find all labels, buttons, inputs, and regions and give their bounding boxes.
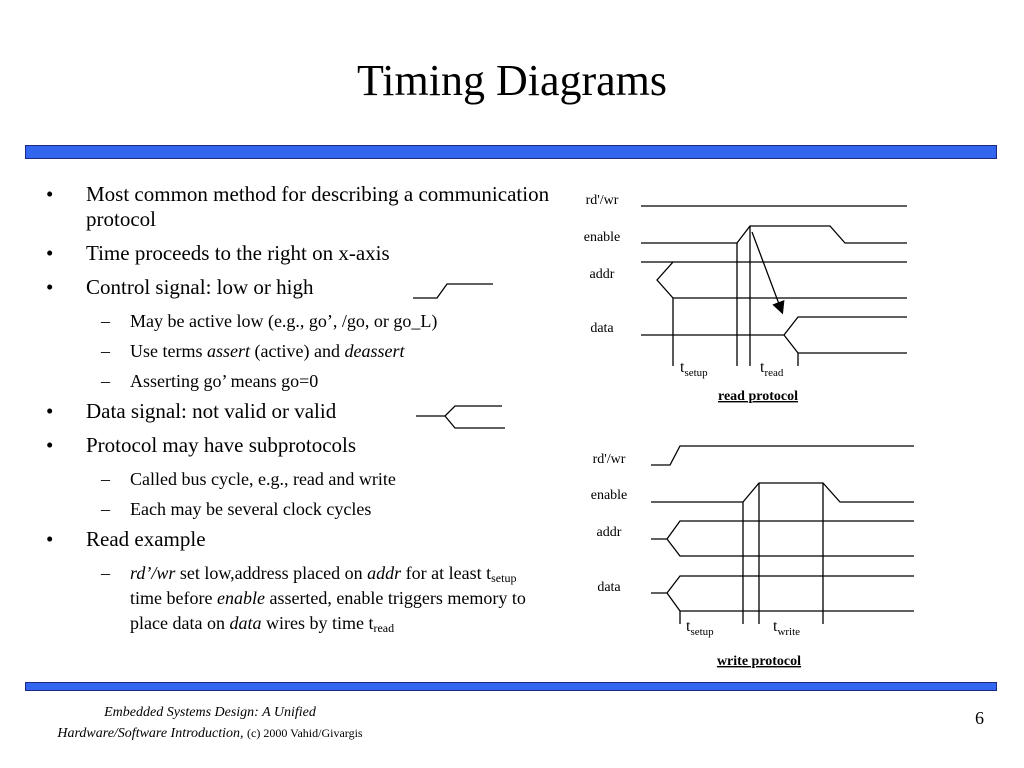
t-subscript: read xyxy=(764,367,784,379)
read-protocol-caption: read protocol xyxy=(718,389,798,404)
bullet-text: Protocol may have subprotocols xyxy=(86,433,357,457)
footer-line-1: Embedded Systems Design: A Unified xyxy=(104,705,316,720)
footer-book-title: Hardware/Software Introduction, xyxy=(57,726,244,741)
subscript-read: read xyxy=(373,621,395,635)
slide-title: Timing Diagrams xyxy=(356,56,668,105)
dash-icon: – xyxy=(101,311,110,331)
footer xyxy=(0,702,420,744)
t-subscript: setup xyxy=(690,626,714,638)
text-fragment: set low,address placed on xyxy=(175,563,368,583)
text-fragment: (active) and xyxy=(250,341,345,361)
dash-icon: – xyxy=(101,341,110,361)
write-twrite-bracket xyxy=(759,483,823,624)
read-signal-label: enable xyxy=(583,230,621,245)
bullet-text: Most common method for describing a communication protocol xyxy=(86,182,550,231)
footer-line-2 xyxy=(0,723,420,744)
dash-icon: – xyxy=(101,371,110,391)
sub-bullet-text: Called bus cycle, e.g., read and write xyxy=(130,469,396,489)
text-fragment: asserted, enable triggers memory to place data on xyxy=(130,588,526,633)
read-tsetup-label xyxy=(680,359,708,379)
text-fragment: Use terms xyxy=(130,341,207,361)
bullet-text: Data signal: not valid or valid xyxy=(86,399,337,423)
bottom-accent-bar xyxy=(25,682,997,691)
t-symbol: t xyxy=(760,359,765,376)
footer-copyright: (c) 2000 Vahid/Givargis xyxy=(247,726,363,740)
dash-icon: – xyxy=(101,499,110,519)
t-symbol: t xyxy=(686,618,691,635)
sub-bullet-text: May be active low (e.g., go’, /go, or go_L) xyxy=(130,311,438,331)
write-tsetup-label xyxy=(686,618,714,638)
bullet-icon: • xyxy=(46,182,54,206)
read-causality-arrow xyxy=(752,232,782,312)
control-signal-example xyxy=(413,284,493,298)
page-number: 6 xyxy=(975,708,984,728)
dash-icon: – xyxy=(101,469,110,489)
bullet-icon: • xyxy=(46,527,54,551)
write-signal-label: addr xyxy=(596,525,622,540)
write-enable-waveform xyxy=(651,483,914,502)
write-protocol-caption: write protocol xyxy=(716,654,802,669)
dash-icon: – xyxy=(101,563,110,583)
bullet-icon: • xyxy=(46,275,54,299)
emphasis-addr: addr xyxy=(367,563,402,583)
data-signal-example xyxy=(416,406,505,428)
write-addr-waveform xyxy=(651,521,914,556)
read-data-waveform xyxy=(641,317,907,353)
text-fragment: time before xyxy=(130,588,217,608)
write-data-waveform xyxy=(651,576,914,611)
read-signal-label: addr xyxy=(589,267,615,282)
text-fragment: wires by time t xyxy=(261,613,374,633)
bullet-text: Time proceeds to the right on x-axis xyxy=(86,241,390,265)
bullet-icon: • xyxy=(46,399,54,423)
read-signal-label: data xyxy=(590,321,614,336)
write-tsetup-bracket xyxy=(680,502,743,624)
write-signal-label: enable xyxy=(590,488,628,503)
bullet-text: Control signal: low or high xyxy=(86,275,314,299)
emphasis-rdwr: rd’/wr xyxy=(130,563,176,583)
sub-bullet-text: Asserting go’ means go=0 xyxy=(130,371,319,391)
text-fragment: for at least t xyxy=(401,563,492,583)
emphasis-assert: assert xyxy=(206,341,250,361)
write-twrite-label xyxy=(773,618,800,638)
write-signal-label: rd'/wr xyxy=(592,452,626,467)
t-symbol: t xyxy=(680,359,685,376)
t-symbol: t xyxy=(773,618,778,635)
emphasis-data: data xyxy=(229,613,262,633)
read-addr-waveform xyxy=(641,262,907,298)
t-subscript: setup xyxy=(684,367,708,379)
write-rdwr-waveform xyxy=(651,446,914,465)
emphasis-deassert: deassert xyxy=(344,341,405,361)
t-subscript: write xyxy=(777,626,801,638)
read-signal-label: rd'/wr xyxy=(585,193,619,208)
emphasis-enable: enable xyxy=(216,588,265,608)
read-tread-label xyxy=(760,359,784,379)
write-signal-label: data xyxy=(597,580,621,595)
sub-bullet-text: Each may be several clock cycles xyxy=(130,499,372,519)
read-enable-waveform xyxy=(641,226,907,243)
bullet-icon: • xyxy=(46,433,54,457)
bullet-text: Read example xyxy=(86,527,206,551)
subscript-setup: setup xyxy=(491,571,517,585)
bullet-icon: • xyxy=(46,241,54,265)
